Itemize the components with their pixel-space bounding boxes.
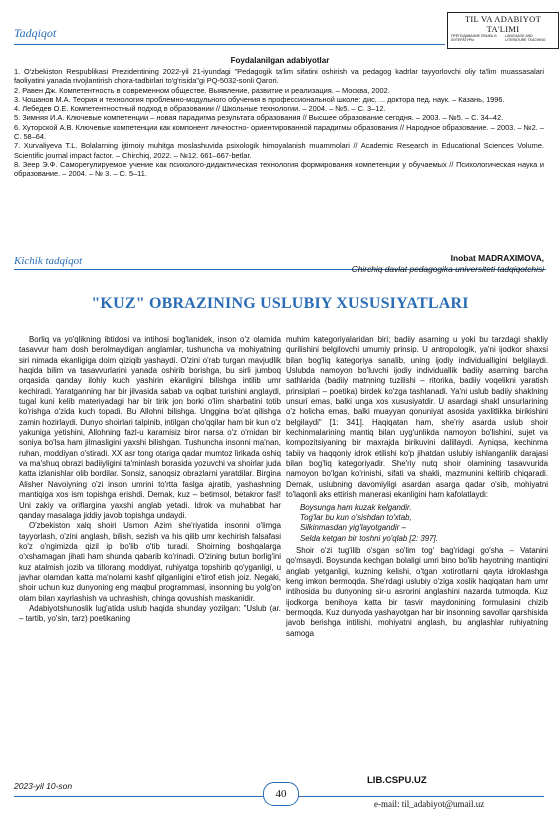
page-number: 40	[263, 782, 299, 806]
poem-line: Silkinmasdan yig'layotgandir –	[300, 523, 406, 533]
reference-item: 5. Зимняя И.А. Ключевые компетенции – новая парадигма результата образования // Высшее образование сегодня. – 2003. – №5. – С. 34–42.	[14, 113, 504, 123]
body-paragraph: muhim kategoriyalaridan biri; badiiy asarning u yoki bu tarzdagi shakliy qurilishini belgilovchi umumiy prinsip. U antropologik, ya'ni ijodkor shaxsi bilan bog'liq kategoriya sanalib, uning ijodiy individualligini belgilaydi. Uslubda namoyon bo'luvchi ijodiy individuallik badiiy asarning barcha sathlarida (badiiy matnning tuzilishi – ritorika, badiiy voqelikni yaratish prinsiplari – poetika) birdek ko'zga tashlanadi. Ya'ni uslub badiiy shaklning unsuri emas, balki unga xos xususiyatdir. U asardagi shakl unsurlarining o'z holicha emas, balki muayyan qonuniyat asosida yaxlitlikka birikishini belgilaydi" [1: 341]. Haqiqatan ham, she'riy asarda uslub shoir kechinmalarining mantiq bilan uyg'unlikda namoyon bo'lishini, sujet va kompozitsiyaning bir maxrajda birikuvini dalillaydi. Ayniqsa, kechinma tabiiy va haqqoniy idrok etilishi ko'p jihatdan uslubiy ishlanganlik darajasi bilan bog'liq kategoriyadir. She'riy nutq shoir olamining tasavvurida namoyon bo'lgan ko'rinishi, sifati va shakli, mazmunini keltirib chiqaradi. Demak, uslubning davomiyligi asardan asarga qadar o'sib, mohiyatni to'laqonli aks ettirish manerasi ekanligini ham kafolatlaydi:	[286, 335, 548, 500]
poem-line: Selda ketgan bir toshni yo'qlab [2: 397].	[300, 533, 438, 543]
reference-item: 7. Xurvaliyeva T.L. Bolalarning ijtimoiy muhitga moslashuvida psixologik himoyalanish muammolari // Academic Research in Educational Sciences Volume. Scientific journal impact factor. – Chirchiq, 2022. – №12. 661–667-betlar.	[14, 141, 544, 160]
header-rule	[14, 44, 445, 45]
references-heading: Foydalanilgan adabiyotlar	[230, 56, 330, 65]
poem-line: Tog'lar bu kun o'sishdan to'xtab,	[300, 512, 412, 522]
author-name: Inobat MADRAXIMOVA,	[450, 253, 544, 263]
article-section-label: Kichik tadqiqot	[14, 255, 83, 267]
site-link[interactable]: LIB.CSPU.UZ	[367, 775, 427, 786]
poem-line: Boysunga ham kuzak kelgandir.	[300, 502, 412, 512]
reference-item: 6. Хуторской А.В. Ключевые компетенции как компонент личностно- ориентированной парадигмы образования // Народное образование. – 2003. – №2. – С. 58–64.	[14, 122, 544, 142]
contact-email[interactable]: e-mail: til_adabiyot@umail.uz	[374, 799, 485, 809]
header-section-label: Tadqiqot	[14, 26, 57, 40]
reference-item: 3. Чошанов М.А. Теория и технология проблемно-модульного обучения в профессиональной школе: дис. ... доктора пед. наук. – Казань, 1996.	[14, 94, 505, 104]
reference-item: 1. O'zbekiston Respublikasi Prezidentining 2022-yil 21-iyundagi "Pedagogik ta'lim sifatini oshirish va pedagog kadrlar tayyorlovchi oliy ta'lim muassasalari faoliyatini yanada rivojlantirish chora-tadbirlari to'g'risida"gi PQ-5032-sonli Qarori.	[14, 67, 544, 86]
article-column-right	[286, 335, 548, 639]
body-paragraph: Borliq va yo'qlikning ibtidosi va intihosi bog'lanidek, inson o'z olamida tasavvur ham dosh berolmaydigan anglamlar, tushuncha va mohiyatning siri nimada ekanligiga doim qiziqib yashaydi. O'zini o'rab turgan mavjudlik haqida bilim va tasavvurlarini yanada oshirib borishga, bu sirli jumboq orqasida qanday ilohiy kuch yashirin ekanligini bilishga intilib umr kechiradi. Yaratganning har bir jilvasida sabab va oqibat turishini anglaydi, tugal kuni kelib materiyadagi har bir tirik jon borki o'lim sharbatini totib ko'rishga o'zida kuch topadi. Bu Allohni bilishga. Unggina bo'at qilishga zamin hozirlaydi. Dunyo shoirlari talpinib, intilgan cho'qqilar ham bir kun o'z yakuniga yetishini, Allohning fazl-u karamisiz biror narsa o'z o'rnidan bir soniya bo'lsa ham jilmasligini yaxshi bilishgan. Tushuncha insonni ma'nan, ruhan, moddiyan o'stiradi. XX asr tong otariga qadar mumtoz lirikada oshiq va ma'shuq obrazi badiiyligini ta'minlash borasida yozuvchi va shoirlar juda katta izlanishlar olib bordilar. Sonsiz, sanoqsiz obrazlarni yaratdilar. Birgina Alisher Navoiyning o'zi inson umrini to'rtta faslga ajratib, yashashning mantiqiga xos ism topishga erishdi. Demak, kuz – betimsol, betakror fasl! Uni zakiy va oriflargina yaxshi anglab yetadi. Idrok va muhabbat har qanday masalaga jiddiy javob topishga undaydi.	[19, 335, 281, 520]
journal-logo	[447, 12, 559, 49]
reference-item: 4. Лебедев О.Е. Компетентностный подход в образовании // Школьные технологии. – 2004. – №5. – С. 3–12.	[14, 104, 386, 114]
article-column-left	[19, 335, 281, 625]
body-paragraph: O'zbekiston xalq shoiri Usmon Azim she'riyatida insonni o'limga tayyorlash, o'zini anglash, bilish, sezish va his qilib umr kechirish falsafasi ko'z o'ngimizda qizil ip bo'lib o'tib turadi. Shoirning boshqalarga o'xshamagan jihati ham shunda qabarib ko'rinadi. O'zining butun borlig'ini kuz atalmish jozib va tillorang moddiyat, ruhiyatga topshirib qo'yganligi, u javhar olamdan katta ma'nolarni kashf qilganligini e'tirof etish joiz. Negaki, shoir uchun kuz dunyoning eng maqbul programmasi, insonning bu yolg'on olam bilan xayrlashish va uchrashish, chinga qovushish maskanidir.	[19, 521, 281, 603]
author-affiliation: Chirchiq davlat pedagogika universiteti tadqiqotchisi	[351, 264, 544, 274]
reference-item: 8. Зеер Э.Ф. Саморегулируемое учение как психолого-дидактическая технология формирования компетенции у обучаемых // Психологическая наука и образование. – 2004. – № 3. – С. 5–11.	[14, 159, 544, 179]
body-paragraph: Shoir o'zi tug'ilib o'sgan so'lim tog' bag'ridagi go'sha – Vatanini qo'msaydi. Boysunda kechgan bolaligi umri bino bo'lib hayotning mantiqini anglab yetganligi, kuzning kelishi, o'tgan xotirotlarni qayta idroklashga keng imkon bermoqda. She'rdagi uslubiy o'ziga xoslik haqiqatan ham umr intihosida bu dunyoning sir-u asrorini anglashini nazarda tutmoqda. Kuz ijodkorga benihoya katta bir tasvir maydonining formulasini chizib bermoqda. Kuz dunyoda yashayotgan har bir insonning savollar qarshisida javob berishga intilishi, mohiyatni anglash, bu anglashlar ruhiyatning samoga	[286, 545, 548, 638]
body-paragraph: Adabiyotshunoslik lug'atida uslub haqida shunday yozilgan: "Uslub (ar. – tartib, yo'sin, tarz) poetikaning	[19, 603, 281, 624]
journal-subtitle-en: LANGUAGE AND LITERATURE TEACHING	[505, 34, 546, 42]
author-block	[352, 253, 544, 275]
journal-subtitle-ru: ПРЕПОДАВАНИЕ ЯЗЫКА И ЛИТЕРАТУРЫ	[451, 34, 497, 42]
journal-title: TIL VA ADABIYOT TA'LIMI	[464, 14, 542, 34]
references-list	[14, 67, 544, 179]
issue-label: 2023-yil 10-son	[14, 781, 73, 791]
article-title: "KUZ" OBRAZINING USLUBIY XUSUSIYATLARI	[91, 295, 469, 312]
journal-subtitles	[448, 34, 558, 42]
poem-quote	[300, 503, 548, 544]
reference-item: 2. Равен Дж. Компетентность в современном обществе. Выявление, развитие и реализация. – Москва, 2002.	[14, 85, 390, 95]
